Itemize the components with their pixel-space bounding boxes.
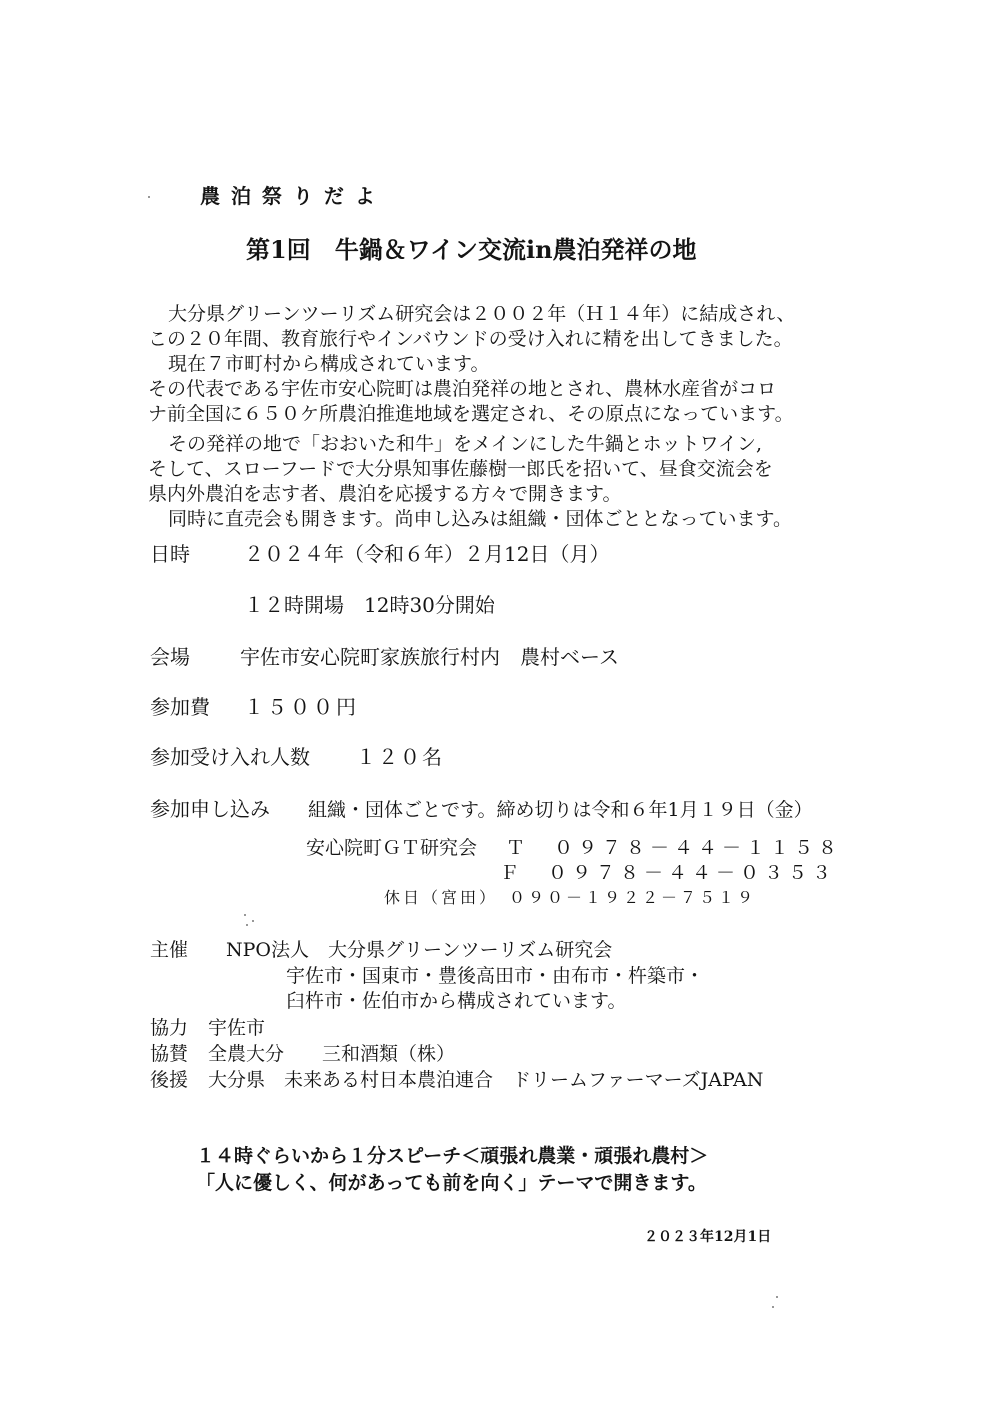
intro-line: 同時に直売会も開きます。尚申し込みは組織・団体ごととなっています。: [168, 508, 792, 530]
host-members: 臼杵市・佐伯市から構成されています。: [286, 990, 627, 1012]
intro-line: その代表である宇佐市安心院町は農泊発祥の地とされ、農林水産省がコロ: [148, 378, 777, 400]
intro-line: 県内外農泊を志す者、農泊を応援する方々で開きます。: [148, 483, 622, 505]
date-value: ２０２４年（令和６年）２月12日（月）: [244, 542, 610, 566]
scan-speck: [246, 924, 248, 926]
sponsor-value: 全農大分 三和酒類（株）: [208, 1043, 456, 1065]
support-label: 後援: [150, 1069, 189, 1091]
contact-tel: Ｔ ０９７８－４４－１１５８: [506, 837, 843, 859]
host-members: 宇佐市・国東市・豊後高田市・由布市・杵築市・: [286, 965, 705, 987]
issue-date: ２０２３年12月1日: [644, 1229, 772, 1245]
cooperation-label: 協力: [150, 1017, 189, 1039]
venue-label: 会場: [150, 645, 190, 669]
cooperation-value: 宇佐市: [208, 1017, 266, 1039]
time-value: １２時開場 12時30分開始: [244, 593, 495, 617]
scan-speck: [148, 196, 150, 198]
intro-line: ナ前全国に６５０ケ所農泊推進地域を選定され、その原点になっています。: [148, 403, 794, 425]
host-value: NPO法人 大分県グリーンツーリズム研究会: [226, 939, 613, 961]
application-label: 参加申し込み: [150, 797, 270, 821]
sponsor-label: 協賛: [150, 1043, 189, 1065]
festival-title: 農 泊 祭 り だ よ: [200, 184, 377, 208]
fee-value: １５００円: [244, 695, 359, 719]
datetime-label: 日時: [150, 542, 190, 566]
contact-holiday: 休日（宮田） ０９０－１９２２－７５１９: [384, 888, 757, 907]
capacity-label: 参加受け入れ人数: [150, 745, 310, 769]
intro-line: 大分県グリーンツーリズム研究会は２００２年（Ｈ１４年）に結成され、: [168, 303, 796, 325]
fee-label: 参加費: [150, 695, 210, 719]
intro-line: その発祥の地で「おおいた和牛」をメインにした牛鍋とホットワイン,: [168, 433, 763, 455]
scan-speck: [776, 1296, 778, 1298]
theme-line: 「人に優しく、何があっても前を向く」テーマで開きます。: [196, 1172, 707, 1194]
intro-line: そして、スローフードで大分県知事佐藤樹一郎氏を招いて、昼食交流会を: [148, 458, 773, 480]
scan-speck: [244, 914, 246, 916]
host-label: 主催: [150, 939, 189, 961]
contact-fax: Ｆ ０９７８－４４－０３５３: [500, 862, 837, 884]
application-value: 組織・団体ごとです。締め切りは令和６年1月１９日（金）: [308, 799, 813, 821]
speech-line: １４時ぐらいから１分スピーチ＜頑張れ農業・頑張れ農村＞: [196, 1145, 709, 1167]
capacity-value: １２０名: [356, 745, 444, 769]
support-value: 大分県 未来ある村日本農泊連合 ドリームファーマーズJAPAN: [208, 1069, 764, 1091]
scan-speck: [252, 920, 254, 922]
venue-value: 宇佐市安心院町家族旅行村内 農村ベース: [240, 645, 619, 669]
intro-line: この２０年間、教育旅行やインバウンドの受け入れに精を出してきました。: [148, 328, 793, 350]
intro-line: 現在７市町村から構成されています。: [168, 353, 490, 375]
scan-speck: [772, 1306, 774, 1308]
contact-org: 安心院町ＧＴ研究会: [306, 837, 478, 859]
event-title: 第1回 牛鍋＆ワイン交流in農泊発祥の地: [246, 235, 697, 264]
